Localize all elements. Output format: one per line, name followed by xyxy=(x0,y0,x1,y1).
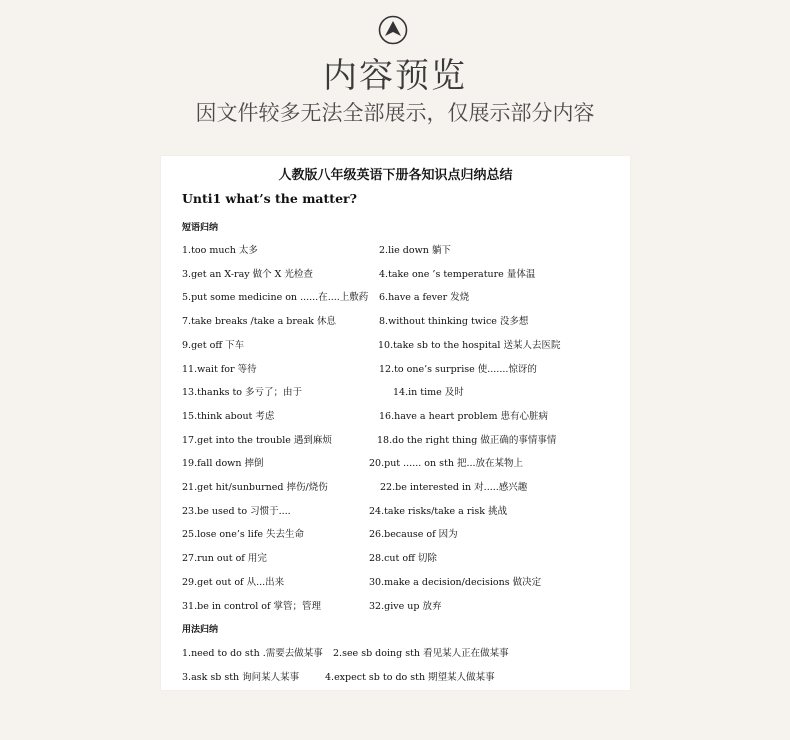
phrase-11-left: 21.get hit/sunburned 摔伤/烧伤 xyxy=(182,482,328,493)
phrase-3-right: 6.have a fever 发烧 xyxy=(379,292,470,304)
section-label-phrases: 短语归纳 xyxy=(182,223,219,233)
phrase-15-right: 30.make a decision/decisions 做决定 xyxy=(369,576,542,588)
phrase-9-left: 17.get into the trouble 遇到麻烦 xyxy=(182,434,332,446)
document-preview xyxy=(161,156,630,690)
phrase-4-right: 8.without thinking twice 没多想 xyxy=(379,316,529,328)
phrase-1-left: 1.too much 太多 xyxy=(182,245,258,256)
unit-heading: Unti1 what’s the matter? xyxy=(182,191,357,206)
phrase-14-left: 27.run out of 用完 xyxy=(182,553,267,565)
usage-2-left: 3.ask sb sth 询问某人某事 xyxy=(182,672,300,683)
phrase-11-right: 22.be interested in 对.....感兴趣 xyxy=(380,482,528,493)
phrase-10-left: 19.fall down 摔倒 xyxy=(182,458,264,470)
phrase-4-left: 7.take breaks /take a break 休息 xyxy=(182,316,336,328)
page-subtitle: 因文件较多无法全部展示，仅展示部分内容 xyxy=(195,101,595,125)
phrase-1-right: 2.lie down 躺下 xyxy=(379,245,451,256)
phrase-13-left: 25.lose one’s life 失去生命 xyxy=(182,529,304,541)
phrase-5-left: 9.get off 下车 xyxy=(182,339,245,351)
phrase-10-right: 20.put ...... on sth 把...放在某物上 xyxy=(369,458,524,470)
usage-1-right: 2.see sb doing sth 看见某人正在做某事 xyxy=(333,648,509,659)
phrase-7-left: 13.thanks to 多亏了；由于 xyxy=(182,387,303,399)
phrase-12-right: 24.take risks/take a risk 挑战 xyxy=(369,505,508,517)
phrase-16-right: 32.give up 放弃 xyxy=(369,600,442,612)
document-title: 人教版八年级英语下册各知识点归纳总结 xyxy=(278,168,513,183)
phrase-2-left: 3.get an X-ray 做个 X 光检查 xyxy=(182,268,313,280)
phrase-2-right: 4.take one ’s temperature 量体温 xyxy=(379,268,536,280)
phrase-3-left: 5.put some medicine on ......在....上敷药 xyxy=(182,292,369,304)
brand-logo-icon xyxy=(378,15,408,45)
phrase-8-left: 15.think about 考虑 xyxy=(182,410,275,422)
phrase-14-right: 28.cut off 切除 xyxy=(369,553,437,565)
phrase-13-right: 26.because of 因为 xyxy=(369,529,458,541)
usage-2-right: 4.expect sb to do sth 期望某人做某事 xyxy=(325,672,495,683)
phrase-6-left: 11.wait for 等待 xyxy=(182,363,257,375)
page-title: 内容预览 xyxy=(323,56,467,96)
phrase-7-right: 14.in time 及时 xyxy=(393,387,464,399)
section-label-usage: 用法归纳 xyxy=(182,625,219,635)
phrase-9-right: 18.do the right thing 做正确的事情事情 xyxy=(377,434,557,446)
phrase-16-left: 31.be in control of 掌管；管理 xyxy=(182,600,322,612)
phrase-8-right: 16.have a heart problem 患有心脏病 xyxy=(379,410,548,422)
phrase-15-left: 29.get out of 从...出来 xyxy=(182,576,285,588)
phrase-6-right: 12.to one’s surprise 使.......惊讶的 xyxy=(379,363,537,375)
phrase-12-left: 23.be used to 习惯于.... xyxy=(182,505,291,517)
phrase-5-right: 10.take sb to the hospital 送某人去医院 xyxy=(378,339,561,351)
usage-1-left: 1.need to do sth .需要去做某事 xyxy=(182,648,323,659)
